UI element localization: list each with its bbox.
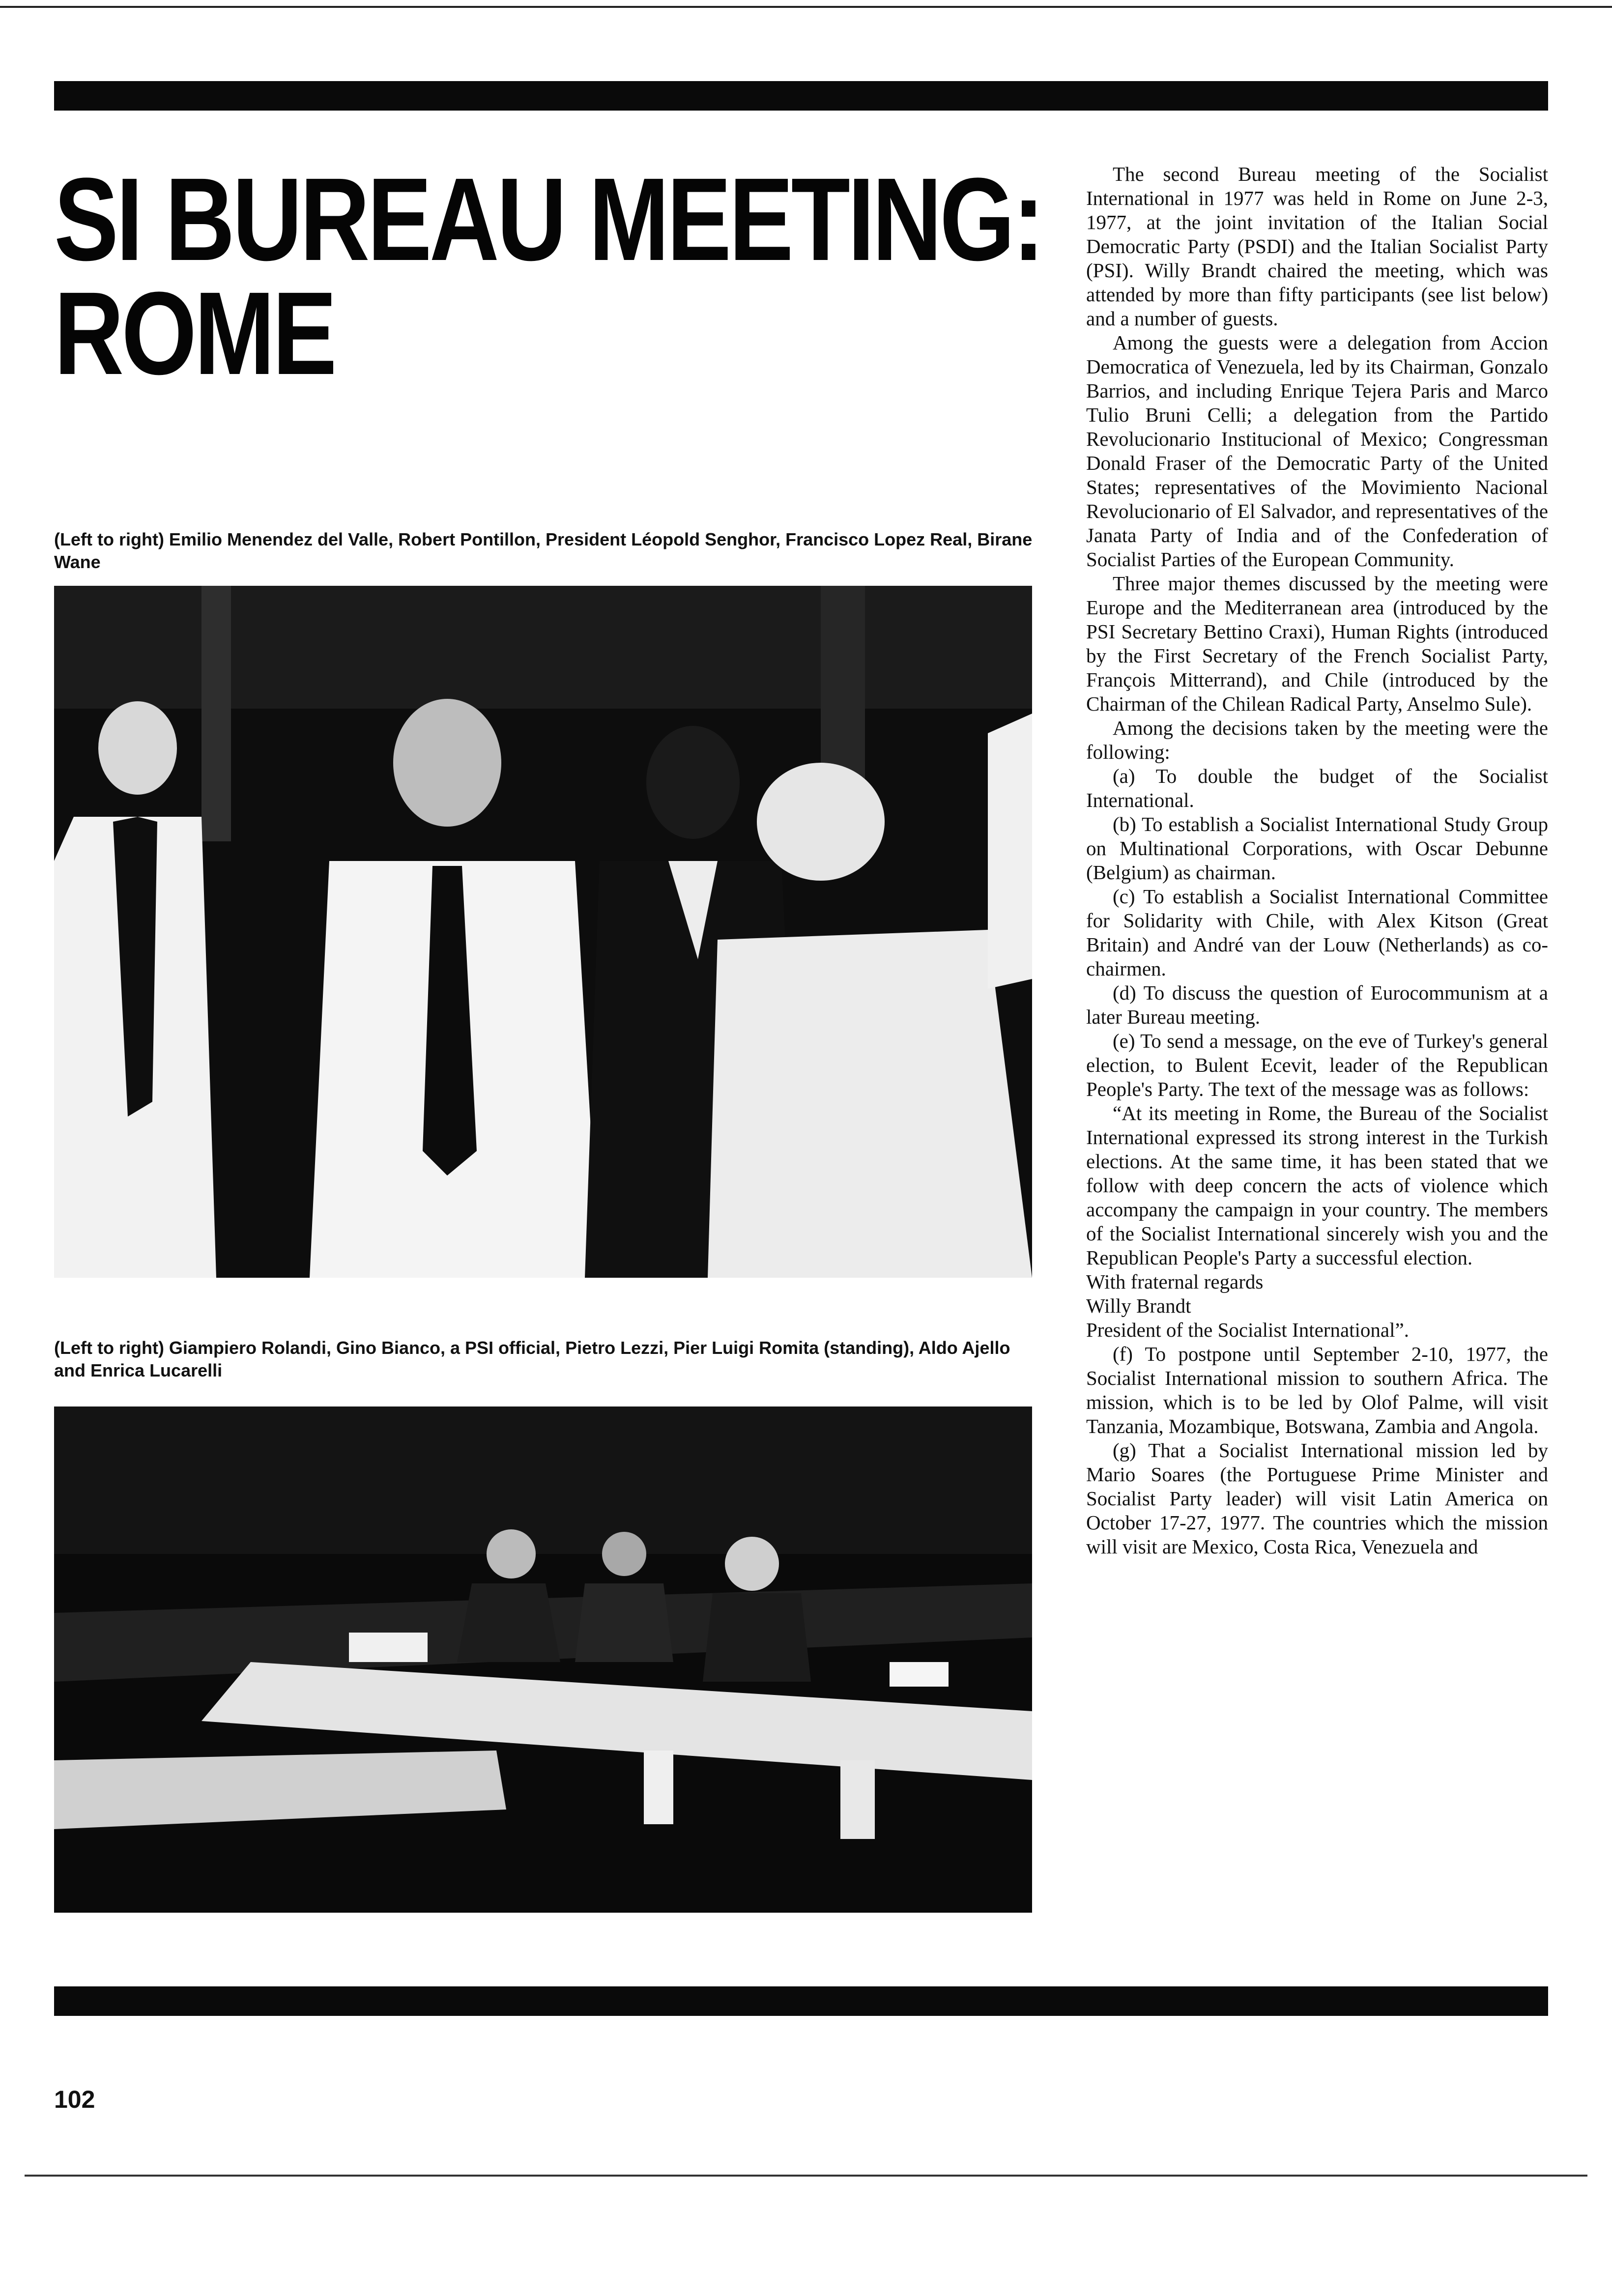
- article-body: [1086, 162, 1548, 1559]
- photo-1-caption: (Left to right) Emilio Menendez del Valle, Robert Pontillon, President Léopold Senghor, Francisco Lopez Real, Birane Wane: [54, 529, 1033, 572]
- page-number: 102: [54, 2086, 95, 2113]
- decision-item: (e) To send a message, on the eve of Turkey's general election, to Bulent Ecevit, leader of the Republican People's Party. The text of the message was as follows:: [1086, 1030, 1548, 1100]
- decision-item: (g) That a Socialist International mission led by Mario Soares (the Portuguese Prime Minister and Socialist Party leader) will visit Latin America on October 17-27, 1977. The countries which the mission will visit are Mexico, Costa Rica, Venezuela and: [1086, 1439, 1548, 1558]
- message-signature: Willy Brandt: [1086, 1294, 1191, 1317]
- photo-conference-table: [54, 1406, 1032, 1913]
- quoted-message: “At its meeting in Rome, the Bureau of the Socialist International expressed its strong interest in the Turkish elections. At the same time, it has been stated that we follow with deep concern the acts of violence which accompany the campaign in your country. The members of the Socialist International sincerely wish you and the Republican People's Party a successful election.: [1086, 1102, 1548, 1269]
- decision-item: (d) To discuss the question of Eurocommunism at a later Bureau meeting.: [1086, 981, 1548, 1028]
- page-edge-bottom: [25, 2175, 1587, 2177]
- article-paragraph: The second Bureau meeting of the Socialist International in 1977 was held in Rome on June 2-3, 1977, at the joint invitation of the Italian Social Democratic Party (PSDI) and the Italian Socialist Party (PSI). Willy Brandt chaired the meeting, which was attended by more than fifty participants (see list below) and a number of guests.: [1086, 163, 1548, 330]
- headline-line-1: SI BUREAU MEETING:: [54, 153, 1042, 285]
- article-paragraph: Among the decisions taken by the meeting were the following:: [1086, 717, 1548, 763]
- message-signature-title: President of the Socialist International”.: [1086, 1319, 1409, 1341]
- headline: [54, 153, 1042, 399]
- photo-2-caption: (Left to right) Giampiero Rolandi, Gino Bianco, a PSI official, Pietro Lezzi, Pier Luigi Romita (standing), Aldo Ajello and Enrica Lucarelli: [54, 1338, 1010, 1380]
- page-edge-top: [0, 6, 1612, 8]
- decision-item: (a) To double the budget of the Socialist International.: [1086, 765, 1548, 811]
- headline-line-2: ROME: [54, 267, 335, 399]
- photo-delegates-standing: [54, 586, 1032, 1278]
- decision-item: (c) To establish a Socialist International Committee for Solidarity with Chile, with Alex Kitson (Great Britain) and André van der Louw (Netherlands) as co-chairmen.: [1086, 885, 1548, 980]
- footer-rule: [54, 1986, 1548, 2016]
- header-rule: [54, 81, 1548, 111]
- decision-item: (f) To postpone until September 2-10, 1977, the Socialist International mission to southern Africa. The mission, which is to be led by Olof Palme, will visit Tanzania, Mozambique, Botswana, Zambia and Angola.: [1086, 1343, 1548, 1437]
- message-closing: With fraternal regards: [1086, 1270, 1264, 1293]
- article-paragraph: Among the guests were a delegation from Accion Democratica of Venezuela, led by its Chairman, Gonzalo Barrios, and including Enrique Tejera Paris and Marco Tulio Bruni Celli; a delegation from the Partido Revolucionario Institucional of Mexico; Congressman Donald Fraser of the Democratic Party of the United States; representatives of the Movimiento Nacional Revolucionario of El Salvador, and representatives of the Janata Party of India and of the Confederation of Socialist Parties of the European Community.: [1086, 331, 1548, 571]
- decision-item: (b) To establish a Socialist International Study Group on Multinational Corporations, with Oscar Debunne (Belgium) as chairman.: [1086, 813, 1548, 884]
- article-paragraph: Three major themes discussed by the meeting were Europe and the Mediterranean area (introduced by the PSI Secretary Bettino Craxi), Human Rights (introduced by the First Secretary of the French Socialist Party, François Mitterrand), and Chile (introduced by the Chairman of the Chilean Radical Party, Anselmo Sule).: [1086, 572, 1548, 715]
